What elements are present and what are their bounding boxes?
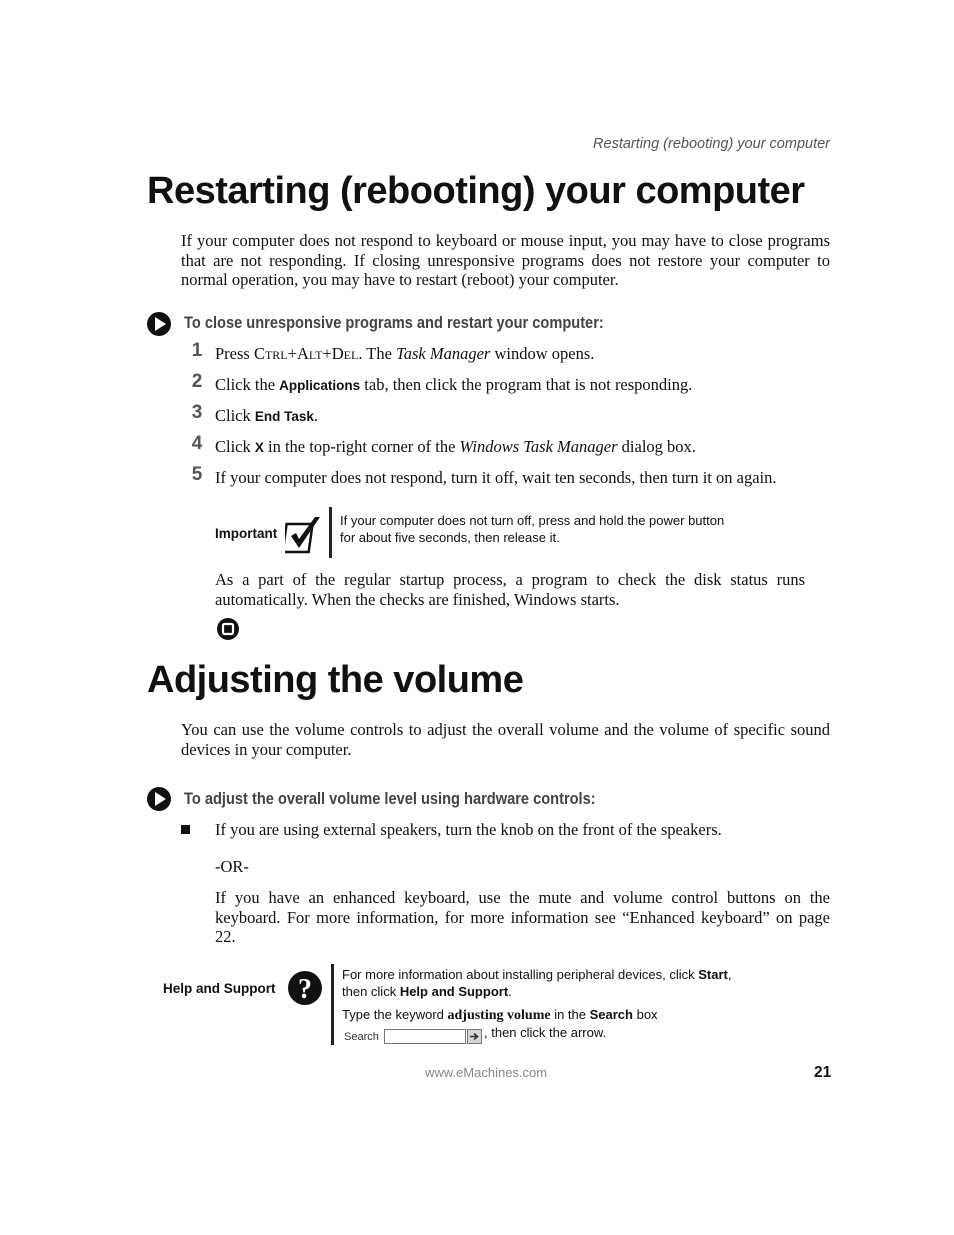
- ui-term: Applications: [279, 378, 361, 393]
- stop-icon: [216, 617, 240, 641]
- section-title-restarting: Restarting (rebooting) your computer: [147, 170, 805, 212]
- important-text: If your computer does not turn off, press and hold the power button for about five seconds, then release it.: [340, 513, 725, 545]
- key-combo: Ctrl+Alt+Del: [253, 344, 359, 363]
- step-text: Click the Applications tab, then click the program that is not responding.: [215, 375, 693, 394]
- note-divider: [329, 507, 332, 558]
- running-head: Restarting (rebooting) your computer: [593, 136, 830, 152]
- help-label: Help and Support: [163, 981, 276, 996]
- note-divider: [331, 964, 334, 1045]
- keyboard-paragraph: If you have an enhanced keyboard, use the mute and volume control buttons on the keyboard. For more information, for more information see “Enhanced keyboard” on page 22.: [215, 888, 830, 946]
- step-number: 4: [191, 433, 203, 454]
- restarting-intro: If your computer does not respond to keyboard or mouse input, you may have to close programs that are not responding. If closing unresponsive programs does not restore your computer to normal operation, you may have to restart (reboot) your computer.: [181, 231, 830, 289]
- bullet-text: If you are using external speakers, turn the knob on the front of the speakers.: [215, 820, 722, 839]
- bullet-square: [181, 825, 190, 834]
- footer-url: www.eMachines.com: [425, 1065, 548, 1080]
- help-arrow-text: , then click the arrow.: [484, 1025, 607, 1040]
- step-number: 3: [191, 402, 203, 423]
- ui-term: X: [254, 440, 264, 455]
- search-label: Search: [344, 1031, 379, 1043]
- question-icon: [287, 970, 323, 1006]
- procedure-arrow-icon: [146, 311, 172, 337]
- step-number: 5: [191, 464, 203, 485]
- startup-paragraph: As a part of the regular startup process, a program to check the disk status runs automatically. When the checks are finished, Windows starts.: [215, 570, 805, 609]
- search-input[interactable]: [384, 1029, 466, 1044]
- help-text: For more information about installing peripheral devices, click Start, then click Help and Support. Type the keyword adjusting volume in the Search box: [342, 967, 732, 1023]
- step-text: Click End Task.: [215, 406, 319, 425]
- svg-text:?: ?: [298, 974, 312, 1005]
- procedure-title-restart: To close unresponsive programs and restart your computer:: [184, 313, 604, 332]
- page-number: 21: [814, 1064, 832, 1081]
- checkmark-icon: [285, 514, 323, 554]
- step-number: 1: [191, 340, 203, 361]
- important-label: Important: [215, 526, 278, 541]
- step-text: Click X in the top-right corner of the Windows Task Manager dialog box.: [215, 437, 696, 456]
- step-text: Press Ctrl+Alt+Del. The Task Manager window opens.: [215, 344, 595, 363]
- volume-intro: You can use the volume controls to adjust the overall volume and the volume of specific sound devices in your computer.: [181, 720, 830, 759]
- or-text: -OR-: [215, 857, 249, 876]
- arrow-go-icon[interactable]: [467, 1029, 482, 1044]
- ui-term: End Task: [254, 409, 314, 424]
- section-title-volume: Adjusting the volume: [147, 659, 524, 701]
- procedure-arrow-icon: [146, 786, 172, 812]
- procedure-title-volume: To adjust the overall volume level using hardware controls:: [184, 789, 596, 808]
- step-number: 2: [191, 371, 203, 392]
- step-text: If your computer does not respond, turn it off, wait ten seconds, then turn it on again.: [215, 468, 777, 487]
